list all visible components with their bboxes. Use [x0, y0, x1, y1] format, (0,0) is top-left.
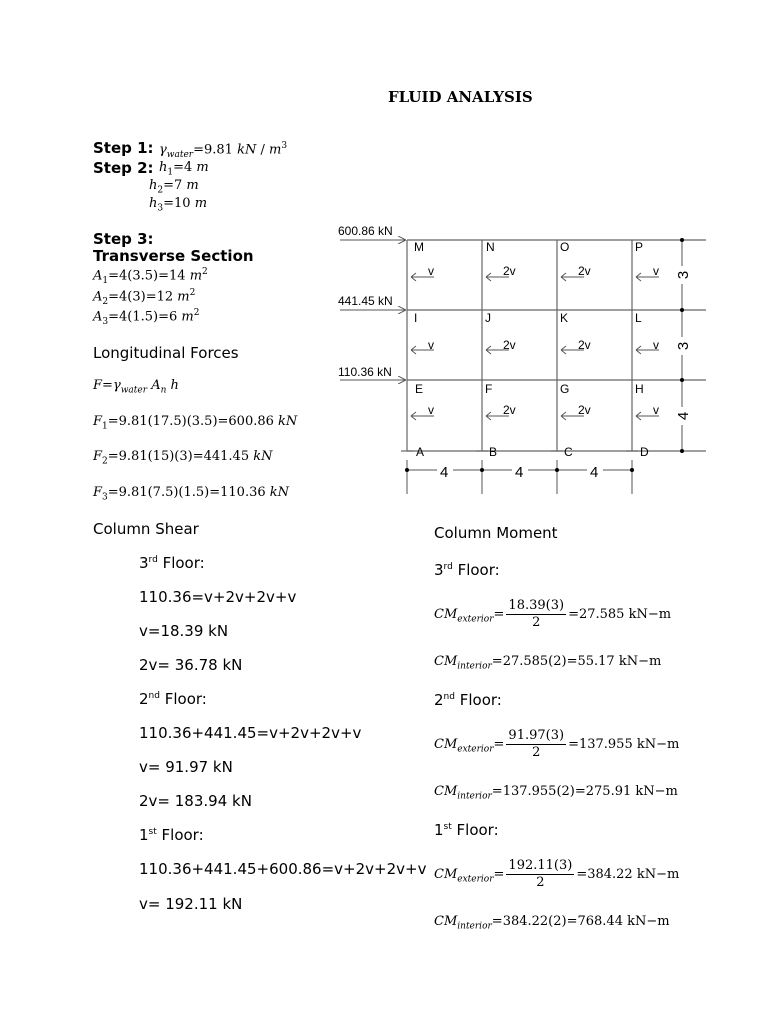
shear-floor3-v: v=18.39 kN [139, 622, 229, 640]
shear-label: 2v [578, 403, 591, 417]
shear-label: v [428, 264, 434, 278]
node-label: M [414, 240, 424, 254]
a3-expr: $A_3=4(1.5)=6$ $m^2$ [93, 308, 200, 327]
moment-floor3-heading: 3rd Floor: [434, 561, 500, 579]
node-label: H [635, 382, 644, 396]
moment-floor3-exterior: $CM_{exterior}=$ $\frac{18.39(3)}{2}$ =27.585 kN−m [434, 598, 672, 630]
load-label-roof: 600.86 kN [338, 224, 393, 238]
shear-label: 2v [578, 264, 591, 278]
step3-label: Step 3: [93, 230, 154, 248]
moment-floor1-interior: $CM_{interior}=384.22(2)=768.44$ kN−m [434, 914, 670, 932]
shear-floor2-eq: 110.36+441.45=v+2v+2v+v [139, 724, 362, 742]
node-label: G [560, 382, 570, 396]
node-label: J [485, 311, 491, 325]
shear-floor3-heading: 3rd Floor: [139, 554, 205, 572]
node-label: L [635, 311, 642, 325]
node-label: O [560, 240, 570, 254]
shear-label: 2v [503, 403, 516, 417]
a1-expr: $A_1=4(3.5)=14$ $m^2$ [93, 267, 208, 286]
shear-label: 2v [578, 338, 591, 352]
column-shear-heading: Column Shear [93, 520, 199, 538]
node-label: F [485, 382, 493, 396]
step2-label: Step 2: [93, 159, 154, 177]
story-dim: 3 [675, 341, 692, 351]
step1-label: Step 1: [93, 139, 154, 157]
support-label: A [416, 445, 425, 459]
shear-floor1-v: v= 192.11 kN [139, 895, 243, 913]
support-label: D [640, 445, 649, 459]
moment-floor1-heading: 1st Floor: [434, 821, 499, 839]
force-formula: $F=\gamma_{water}$ $A_n$ h [93, 378, 179, 396]
bay-dim: 4 [590, 464, 599, 481]
moment-floor1-exterior: $CM_{exterior}=$ $\frac{192.11(3)}{2}$ =384.22 kN−m [434, 858, 680, 890]
shear-floor3-eq: 110.36=v+2v+2v+v [139, 588, 297, 606]
h3-expr: $h_3=10$ m [149, 196, 208, 214]
h1-expr: $h_1=4$ m [159, 160, 209, 178]
shear-label: v [653, 338, 659, 352]
shear-floor2-2v: 2v= 183.94 kN [139, 792, 252, 810]
shear-label: v [428, 403, 434, 417]
a2-expr: $A_2=4(3)=12$ $m^2$ [93, 288, 196, 307]
shear-floor2-heading: 2nd Floor: [139, 690, 207, 708]
node-label: I [414, 311, 418, 325]
story-dim: 4 [675, 411, 692, 421]
frame-diagram [336, 222, 716, 498]
shear-label: v [428, 338, 434, 352]
shear-label: v [653, 403, 659, 417]
story-dim: 3 [675, 270, 692, 280]
bay-dim: 4 [515, 464, 524, 481]
f2-expr: $F_2=9.81(15)(3)=441.45$ kN [93, 449, 273, 467]
shear-label: 2v [503, 264, 516, 278]
shear-label: v [653, 264, 659, 278]
node-label: K [560, 311, 569, 325]
page-title: FLUID ANALYSIS [388, 88, 533, 106]
support-label: C [564, 445, 573, 459]
step1-expr: $\gamma_{water}=9.81$ kN / $m^3$ [159, 141, 288, 160]
node-label: P [635, 240, 644, 254]
moment-floor3-interior: $CM_{interior}=27.585(2)=55.17$ kN−m [434, 654, 662, 672]
h2-expr: $h_2=7$ m [149, 178, 199, 196]
load-label-level2: 441.45 kN [338, 294, 393, 308]
shear-floor1-eq: 110.36+441.45+600.86=v+2v+2v+v [139, 860, 427, 878]
node-label: E [415, 382, 424, 396]
longitudinal-heading: Longitudinal Forces [93, 344, 239, 362]
bay-dim: 4 [440, 464, 449, 481]
support-label: B [489, 445, 498, 459]
f1-expr: $F_1=9.81(17.5)(3.5)=600.86$ kN [93, 414, 298, 432]
shear-floor3-2v: 2v= 36.78 kN [139, 656, 243, 674]
moment-floor2-exterior: $CM_{exterior}=$ $\frac{91.97(3)}{2}$ =137.955 kN−m [434, 728, 680, 760]
step3-subtitle: Transverse Section [93, 247, 254, 265]
column-moment-heading: Column Moment [434, 524, 558, 542]
shear-label: 2v [503, 338, 516, 352]
moment-floor2-heading: 2nd Floor: [434, 691, 502, 709]
shear-floor1-heading: 1st Floor: [139, 826, 204, 844]
load-label-level1: 110.36 kN [338, 365, 392, 379]
f3-expr: $F_3=9.81(7.5)(1.5)=110.36$ kN [93, 485, 290, 503]
node-label: N [486, 240, 495, 254]
shear-floor2-v: v= 91.97 kN [139, 758, 233, 776]
moment-floor2-interior: $CM_{interior}=137.955(2)=275.91$ kN−m [434, 784, 678, 802]
